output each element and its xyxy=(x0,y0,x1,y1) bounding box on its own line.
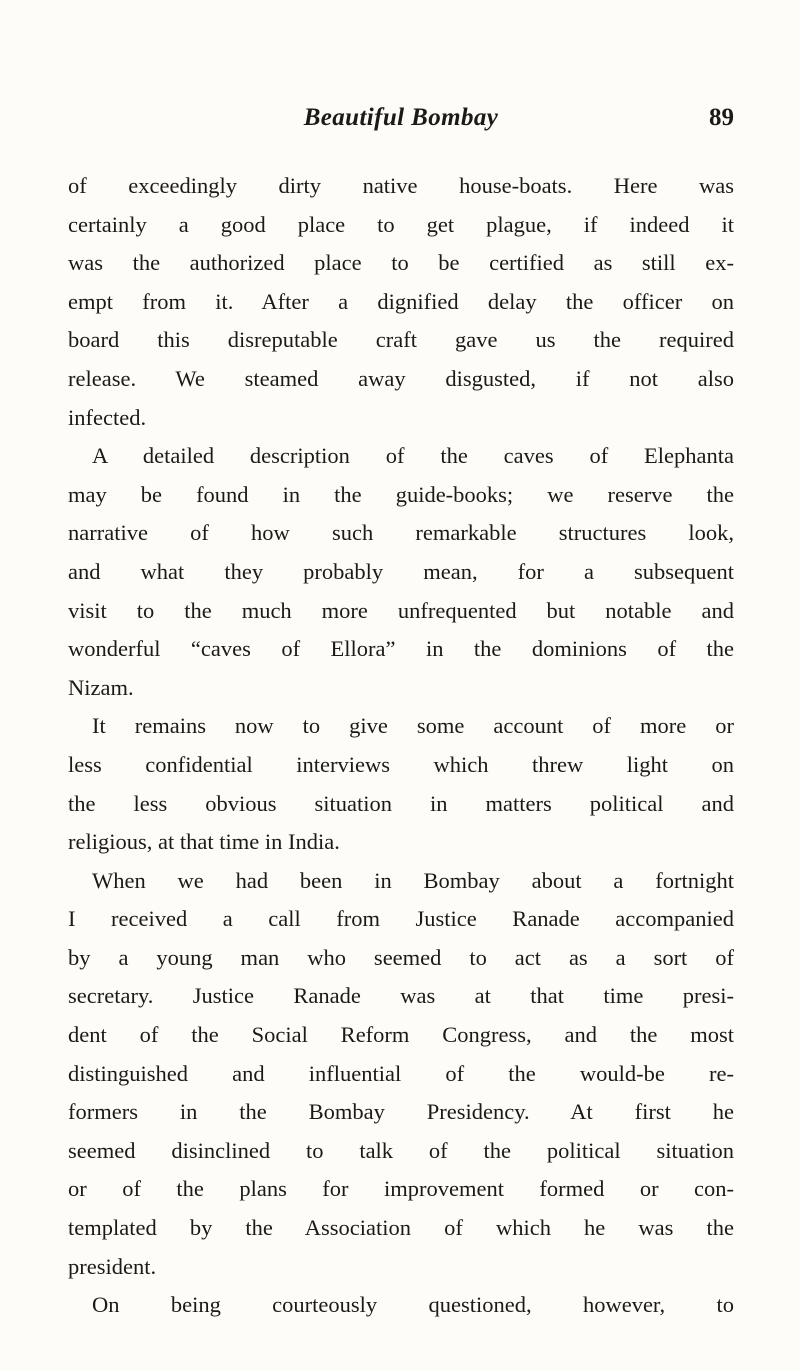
text-line: formers in the Bombay Presidency. At first he xyxy=(68,1099,734,1125)
text-line: I received a call from Justice Ranade accompanied xyxy=(68,906,734,932)
text-line: board this disreputable craft gave us the required xyxy=(68,327,734,353)
text-line: certainly a good place to get plague, if indeed it xyxy=(68,211,734,237)
text-line: of exceedingly dirty native house-boats. Here was xyxy=(68,173,734,198)
text-line: templated by the Association of which he was the xyxy=(68,1215,734,1241)
text-line: release. We steamed away disgusted, if not also xyxy=(68,365,734,391)
text-line: religious, at that time in India. xyxy=(68,829,340,855)
text-line: the less obvious situation in matters political and xyxy=(68,790,734,816)
running-title: Beautiful Bombay xyxy=(303,104,499,131)
text-line: It remains now to give some account of more or xyxy=(92,713,734,739)
text-line: Nizam. xyxy=(68,674,134,700)
text-line: wonderful “caves of Ellora” in the dominions of the xyxy=(68,636,734,662)
text-line: by a young man who seemed to act as a sort of xyxy=(68,944,734,970)
text-line: less confidential interviews which threw light on xyxy=(68,751,734,777)
text-line: infected. xyxy=(68,404,147,430)
text-line: seemed disinclined to talk of the political situation xyxy=(68,1137,734,1163)
text-line: narrative of how such remarkable structures look, xyxy=(68,520,734,546)
text-line: president. xyxy=(68,1253,157,1279)
page-number: 89 xyxy=(709,104,734,131)
text-line: On being courteously questioned, however, to xyxy=(92,1292,734,1318)
text-line: distinguished and influential of the would-be re- xyxy=(68,1060,734,1086)
body-text xyxy=(68,167,734,1325)
text-line: A detailed description of the caves of Elephanta xyxy=(92,443,734,469)
text-line: secretary. Justice Ranade was at that time presi- xyxy=(68,983,734,1009)
text-line: or of the plans for improvement formed or con- xyxy=(68,1176,734,1202)
text-line: When we had been in Bombay about a fortnight xyxy=(92,867,734,893)
running-head xyxy=(68,104,734,138)
text-line: may be found in the guide-books; we reserve the xyxy=(68,481,734,507)
text-line: was the authorized place to be certified as still ex- xyxy=(68,250,734,276)
text-line: empt from it. After a dignified delay the officer on xyxy=(68,288,734,314)
text-line: and what they probably mean, for a subsequent xyxy=(68,558,734,584)
text-line: dent of the Social Reform Congress, and the most xyxy=(68,1022,734,1048)
text-line: visit to the much more unfrequented but notable and xyxy=(68,597,734,623)
